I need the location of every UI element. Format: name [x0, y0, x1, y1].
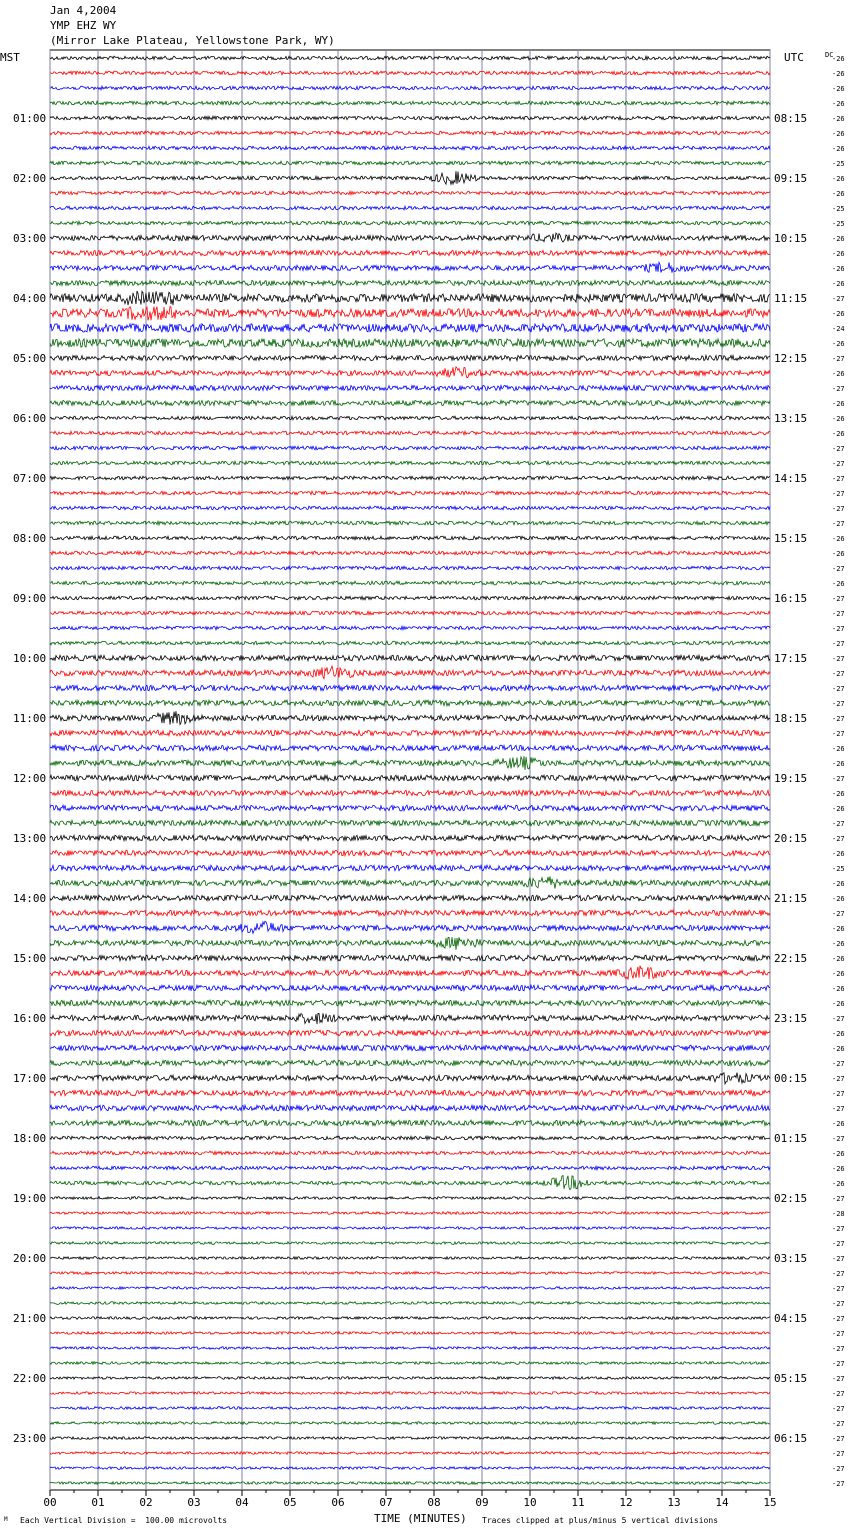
- seismic-trace: [50, 1332, 770, 1335]
- hour-label-utc: 09:15: [774, 172, 808, 185]
- seismic-trace: [50, 250, 770, 255]
- dc-offset-label: -27: [832, 685, 845, 693]
- seismic-trace: [50, 1013, 770, 1024]
- hour-label-mst: 18:00: [13, 1132, 47, 1145]
- dc-offset-label: -27: [832, 835, 845, 843]
- dc-offset-label: -26: [832, 70, 845, 78]
- hour-label-mst: 17:00: [13, 1072, 47, 1085]
- x-tick-label: 14: [715, 1496, 729, 1509]
- seismic-trace: [50, 1422, 770, 1425]
- location-label: (Mirror Lake Plateau, Yellowstone Park, WY): [50, 34, 335, 47]
- dc-offset-label: -25: [832, 220, 845, 228]
- scale-note: Each Vertical Division = 100.00 microvolts: [20, 1516, 228, 1525]
- dc-offset-label: -26: [832, 415, 845, 423]
- dc-offset-label: -27: [832, 715, 845, 723]
- seismic-trace: [50, 641, 770, 645]
- x-tick-label: 07: [379, 1496, 393, 1509]
- seismic-trace: [50, 306, 770, 320]
- x-tick-label: 02: [139, 1496, 153, 1509]
- dc-offset-label: -26: [832, 850, 845, 858]
- dc-offset-label: -26: [832, 175, 845, 183]
- dc-offset-label: -27: [832, 820, 845, 828]
- seismic-trace: [50, 1272, 770, 1275]
- dc-offset-label: -26: [832, 100, 845, 108]
- hour-label-utc: 05:15: [774, 1372, 808, 1385]
- seismic-trace: [50, 1377, 770, 1380]
- seismic-trace: [50, 431, 770, 435]
- seismic-trace: [50, 206, 770, 210]
- seismic-trace: [50, 506, 770, 510]
- dc-offset-label: -26: [832, 1000, 845, 1008]
- seismic-trace: [50, 1392, 770, 1395]
- seismic-trace: [50, 116, 770, 120]
- dc-offset-label: -26: [832, 310, 845, 318]
- dc-offset-label: -26: [832, 340, 845, 348]
- dc-offset-label: -27: [832, 625, 845, 633]
- hour-label-utc: 10:15: [774, 232, 808, 245]
- hour-label-mst: 20:00: [13, 1252, 47, 1265]
- seismic-trace: [50, 1197, 770, 1200]
- dc-label: DC: [825, 51, 834, 59]
- seismic-trace: [50, 876, 770, 888]
- seismic-trace: [50, 937, 770, 950]
- hour-label-mst: 04:00: [13, 292, 47, 305]
- hour-label-utc: 04:15: [774, 1312, 808, 1325]
- hour-label-mst: 02:00: [13, 172, 47, 185]
- seismic-trace: [50, 339, 770, 347]
- hour-label-utc: 00:15: [774, 1072, 808, 1085]
- dc-offset-label: -27: [832, 1255, 845, 1263]
- seismic-trace: [50, 865, 770, 871]
- hour-label-mst: 16:00: [13, 1012, 47, 1025]
- hour-label-utc: 17:15: [774, 652, 808, 665]
- seismic-trace: [50, 835, 770, 841]
- seismic-trace: [50, 711, 770, 724]
- hour-label-utc: 06:15: [774, 1432, 808, 1445]
- seismic-trace: [50, 895, 770, 901]
- dc-offset-label: -26: [832, 1180, 845, 1188]
- seismic-trace: [50, 820, 770, 826]
- dc-offset-label: -27: [832, 1090, 845, 1098]
- hour-label-mst: 03:00: [13, 232, 47, 245]
- seismic-trace: [50, 324, 770, 332]
- hour-label-utc: 08:15: [774, 112, 808, 125]
- hour-label-utc: 01:15: [774, 1132, 808, 1145]
- seismic-trace: [50, 1362, 770, 1365]
- seismic-trace: [50, 1302, 770, 1305]
- seismic-trace: [50, 461, 770, 465]
- seismic-trace: [50, 1467, 770, 1470]
- x-axis-title: TIME (MINUTES): [374, 1512, 467, 1525]
- hour-label-mst: 11:00: [13, 712, 47, 725]
- seismic-trace: [50, 86, 770, 90]
- seismic-trace: [50, 1105, 770, 1111]
- dc-offset-label: -26: [832, 430, 845, 438]
- dc-offset-label: -27: [832, 355, 845, 363]
- seismic-trace: [50, 745, 770, 751]
- x-tick-label: 15: [763, 1496, 777, 1509]
- seismic-trace: [50, 355, 770, 360]
- hour-label-mst: 06:00: [13, 412, 47, 425]
- hour-label-utc: 12:15: [774, 352, 808, 365]
- dc-offset-label: -27: [832, 1285, 845, 1293]
- dc-offset-label: -26: [832, 880, 845, 888]
- seismic-trace: [50, 700, 770, 706]
- dc-offset-label: -27: [832, 490, 845, 498]
- hour-label-utc: 15:15: [774, 532, 808, 545]
- seismic-trace: [50, 161, 770, 165]
- dc-offset-label: -26: [832, 760, 845, 768]
- dc-offset-label: -26: [832, 235, 845, 243]
- seismic-trace: [50, 1176, 770, 1190]
- hour-label-mst: 09:00: [13, 592, 47, 605]
- seismic-trace: [50, 1482, 770, 1485]
- x-tick-label: 03: [187, 1496, 201, 1509]
- dc-offset-label: -26: [832, 970, 845, 978]
- dc-offset-label: -26: [832, 1150, 845, 1158]
- x-tick-label: 11: [571, 1496, 585, 1509]
- mst-axis-label: MST: [0, 51, 20, 64]
- dc-offset-label: -26: [832, 145, 845, 153]
- hour-label-utc: 11:15: [774, 292, 808, 305]
- dc-offset-label: -27: [832, 655, 845, 663]
- clip-note: Traces clipped at plus/minus 5 vertical divisions: [482, 1516, 719, 1525]
- dc-offset-label: -25: [832, 865, 845, 873]
- seismic-trace: [50, 491, 770, 495]
- dc-offset-label: -26: [832, 130, 845, 138]
- dc-offset-label: -27: [832, 565, 845, 573]
- seismic-trace: [50, 551, 770, 555]
- seismic-trace: [50, 611, 770, 615]
- dc-offset-label: -27: [832, 610, 845, 618]
- dc-offset-label: -26: [832, 895, 845, 903]
- seismic-trace: [50, 1136, 770, 1140]
- dc-offset-label: -26: [832, 805, 845, 813]
- dc-offset-label: -26: [832, 535, 845, 543]
- dc-offset-label: -27: [832, 460, 845, 468]
- dc-offset-label: -26: [832, 1165, 845, 1173]
- dc-offset-label: -25: [832, 160, 845, 168]
- seismic-trace: [50, 1227, 770, 1230]
- dc-offset-label: -27: [832, 385, 845, 393]
- seismic-trace: [50, 1437, 770, 1440]
- seismic-trace: [50, 910, 770, 916]
- hour-label-utc: 21:15: [774, 892, 808, 905]
- dc-offset-label: -27: [832, 1105, 845, 1113]
- seismic-trace: [50, 1090, 770, 1096]
- utc-axis-label: UTC: [784, 51, 804, 64]
- seismic-trace: [50, 805, 770, 811]
- dc-offset-label: -26: [832, 55, 845, 63]
- seismic-trace: [50, 233, 770, 242]
- seismic-trace: [50, 1151, 770, 1155]
- seismic-trace: [50, 626, 770, 630]
- seismic-trace: [50, 71, 770, 75]
- x-tick-label: 12: [619, 1496, 633, 1509]
- dc-offset-label: -26: [832, 955, 845, 963]
- dc-offset-label: -26: [832, 580, 845, 588]
- x-tick-label: 09: [475, 1496, 489, 1509]
- hour-label-mst: 12:00: [13, 772, 47, 785]
- seismic-trace: [50, 1045, 770, 1051]
- seismic-trace: [50, 146, 770, 150]
- dc-offset-label: -27: [832, 1420, 845, 1428]
- hour-label-mst: 22:00: [13, 1372, 47, 1385]
- dc-offset-label: -27: [832, 910, 845, 918]
- dc-offset-label: -27: [832, 1135, 845, 1143]
- dc-offset-label: -26: [832, 925, 845, 933]
- dc-offset-label: -27: [832, 1060, 845, 1068]
- seismic-trace: [50, 1287, 770, 1290]
- dc-offset-label: -27: [832, 1375, 845, 1383]
- dc-offset-label: -26: [832, 280, 845, 288]
- seismic-trace: [50, 385, 770, 390]
- hour-label-mst: 10:00: [13, 652, 47, 665]
- seismic-trace: [50, 101, 770, 105]
- hour-label-mst: 13:00: [13, 832, 47, 845]
- x-tick-label: 04: [235, 1496, 249, 1509]
- dc-offset-label: -26: [832, 85, 845, 93]
- dc-offset-label: -27: [832, 1015, 845, 1023]
- seismic-trace: [50, 1452, 770, 1455]
- hour-label-mst: 07:00: [13, 472, 47, 485]
- dc-offset-label: -26: [832, 400, 845, 408]
- x-tick-label: 00: [43, 1496, 57, 1509]
- hour-label-mst: 23:00: [13, 1432, 47, 1445]
- dc-offset-label: -27: [832, 520, 845, 528]
- dc-offset-label: -27: [832, 1195, 845, 1203]
- seismic-trace: [50, 291, 770, 305]
- hour-label-utc: 22:15: [774, 952, 808, 965]
- dc-offset-label: -27: [832, 475, 845, 483]
- seismic-trace: [50, 730, 770, 736]
- dc-offset-label: -27: [832, 1465, 845, 1473]
- dc-offset-label: -24: [832, 325, 845, 333]
- dc-offset-label: -27: [832, 1300, 845, 1308]
- hour-label-mst: 19:00: [13, 1192, 47, 1205]
- hour-label-mst: 21:00: [13, 1312, 47, 1325]
- seismic-trace: [50, 521, 770, 525]
- hour-label-utc: 03:15: [774, 1252, 808, 1265]
- seismic-trace: [50, 400, 770, 405]
- seismic-trace: [50, 1030, 770, 1036]
- dc-offset-label: -27: [832, 1450, 845, 1458]
- seismic-trace: [50, 171, 770, 184]
- dc-offset-label: -26: [832, 550, 845, 558]
- dc-offset-label: -27: [832, 775, 845, 783]
- seismic-trace: [50, 280, 770, 285]
- dc-offset-label: -27: [832, 1315, 845, 1323]
- seismic-trace: [50, 367, 770, 378]
- dc-offset-label: -28: [832, 1210, 845, 1218]
- dc-offset-label: -27: [832, 1240, 845, 1248]
- footer-mark: M: [4, 1516, 8, 1523]
- seismic-trace: [50, 1257, 770, 1260]
- seismic-trace: [50, 596, 770, 600]
- seismic-trace: [50, 1347, 770, 1350]
- x-tick-label: 10: [523, 1496, 537, 1509]
- seismic-trace: [50, 666, 770, 679]
- dc-offset-label: -27: [832, 1225, 845, 1233]
- hour-label-utc: 16:15: [774, 592, 808, 605]
- dc-offset-label: -27: [832, 640, 845, 648]
- seismic-trace: [50, 581, 770, 585]
- hour-label-mst: 15:00: [13, 952, 47, 965]
- seismic-trace: [50, 446, 770, 450]
- dc-offset-label: -27: [832, 445, 845, 453]
- hour-label-mst: 14:00: [13, 892, 47, 905]
- seismic-trace: [50, 985, 770, 991]
- date-label: Jan 4,2004: [50, 4, 117, 17]
- seismic-trace: [50, 685, 770, 691]
- dc-offset-label: -26: [832, 1045, 845, 1053]
- x-tick-label: 05: [283, 1496, 297, 1509]
- dc-offset-label: -26: [832, 940, 845, 948]
- dc-offset-label: -26: [832, 745, 845, 753]
- dc-offset-label: -26: [832, 190, 845, 198]
- seismic-trace: [50, 1317, 770, 1320]
- dc-offset-label: -26: [832, 250, 845, 258]
- hour-label-utc: 19:15: [774, 772, 808, 785]
- hour-label-utc: 23:15: [774, 1012, 808, 1025]
- seismic-trace: [50, 756, 770, 770]
- seismic-trace: [50, 131, 770, 135]
- dc-offset-label: -27: [832, 1405, 845, 1413]
- dc-offset-label: -27: [832, 1345, 845, 1353]
- dc-offset-label: -27: [832, 295, 845, 303]
- dc-offset-label: -27: [832, 1480, 845, 1488]
- hour-label-utc: 14:15: [774, 472, 808, 485]
- dc-offset-label: -26: [832, 115, 845, 123]
- seismic-trace: [50, 476, 770, 480]
- seismic-trace: [50, 655, 770, 661]
- hour-label-utc: 18:15: [774, 712, 808, 725]
- seismic-trace: [50, 191, 770, 195]
- hour-label-mst: 08:00: [13, 532, 47, 545]
- seismic-trace: [50, 536, 770, 540]
- dc-offset-label: -27: [832, 730, 845, 738]
- x-tick-label: 08: [427, 1496, 441, 1509]
- dc-offset-label: -27: [832, 1270, 845, 1278]
- dc-offset-label: -26: [832, 1030, 845, 1038]
- seismic-trace: [50, 262, 770, 272]
- seismic-trace: [50, 955, 770, 961]
- x-tick-label: 01: [91, 1496, 105, 1509]
- x-tick-label: 13: [667, 1496, 681, 1509]
- seismic-trace: [50, 775, 770, 781]
- dc-offset-label: -26: [832, 1120, 845, 1128]
- dc-offset-label: -26: [832, 265, 845, 273]
- seismic-trace: [50, 1000, 770, 1006]
- seismic-trace: [50, 1060, 770, 1066]
- dc-offset-label: -27: [832, 505, 845, 513]
- hour-label-mst: 05:00: [13, 352, 47, 365]
- dc-offset-label: -27: [832, 1075, 845, 1083]
- seismic-trace: [50, 221, 770, 225]
- seismic-trace: [50, 850, 770, 856]
- dc-offset-label: -27: [832, 1435, 845, 1443]
- dc-offset-label: -26: [832, 370, 845, 378]
- seismic-trace: [50, 966, 770, 980]
- hour-label-utc: 13:15: [774, 412, 808, 425]
- dc-offset-label: -27: [832, 1360, 845, 1368]
- seismic-trace: [50, 1120, 770, 1126]
- seismic-trace: [50, 416, 770, 420]
- dc-offset-label: -25: [832, 205, 845, 213]
- dc-offset-label: -26: [832, 985, 845, 993]
- dc-offset-label: -27: [832, 670, 845, 678]
- seismic-trace: [50, 1073, 770, 1084]
- hour-label-utc: 02:15: [774, 1192, 808, 1205]
- seismic-trace: [50, 1242, 770, 1245]
- seismic-trace: [50, 921, 770, 933]
- seismic-trace: [50, 1407, 770, 1410]
- seismic-trace: [50, 1212, 770, 1215]
- dc-offset-label: -26: [832, 790, 845, 798]
- seismic-trace: [50, 790, 770, 796]
- hour-label-utc: 20:15: [774, 832, 808, 845]
- dc-offset-label: -27: [832, 1330, 845, 1338]
- hour-label-mst: 01:00: [13, 112, 47, 125]
- station-label: YMP EHZ WY: [50, 19, 117, 32]
- x-tick-label: 06: [331, 1496, 345, 1509]
- seismic-trace: [50, 56, 770, 60]
- seismic-trace: [50, 1166, 770, 1170]
- dc-offset-label: -27: [832, 1390, 845, 1398]
- dc-offset-label: -27: [832, 700, 845, 708]
- dc-offset-label: -27: [832, 595, 845, 603]
- seismic-trace: [50, 566, 770, 570]
